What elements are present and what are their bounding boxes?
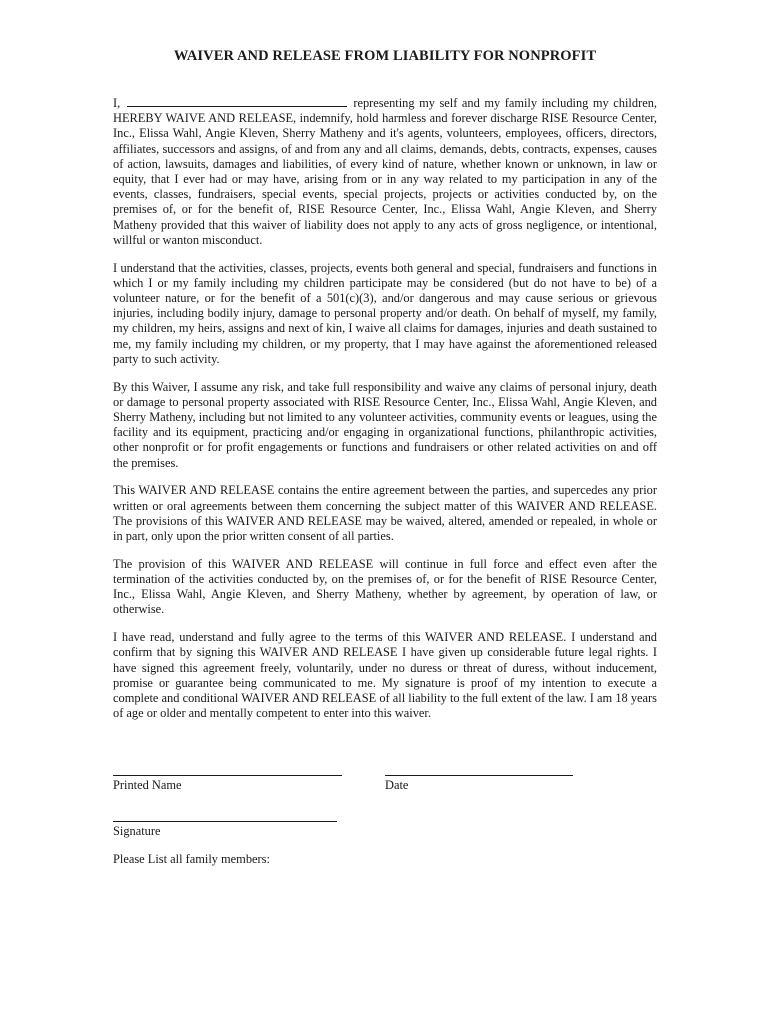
signature-line[interactable] xyxy=(113,821,337,822)
acknowledgement-paragraph: I have read, understand and fully agree to the terms of this WAIVER AND RELEASE. I understand and confirm that by signing this WAIVER AND RELEASE I have given up considerable future legal rights. I have signed this agreement freely, voluntarily, under no duress or threat of duress, without inducement, promise or guarantee being communicated to me. My signature is proof of my intention to execute a complete and conditional WAIVER AND RELEASE of all liability to the full extent of the law. I am 18 years of age or older and mentally competent to enter into this waiver. xyxy=(113,630,657,721)
document-title: WAIVER AND RELEASE FROM LIABILITY FOR NONPROFIT xyxy=(173,48,597,64)
participant-name-blank[interactable] xyxy=(127,96,347,107)
date-label: Date xyxy=(385,778,409,792)
intro-paragraph xyxy=(113,96,657,248)
assumption-paragraph: By this Waiver, I assume any risk, and take full responsibility and waive any claims of personal injury, death or damage to personal property associated with RISE Resource Center, Inc., Elissa Wahl, Angie Kleven, and Sherry Matheny, including but not limited to any volunteer activities, community events or leagues, using the facility and its equipment, practicing and/or engaging in organizational functions, philanthropic activities, other nonprofit or for profit engagements or functions and fundraisers or other related activities on and off the premises. xyxy=(113,379,657,470)
intro-prefix: I, xyxy=(113,96,121,110)
signature-label: Signature xyxy=(113,824,161,838)
waiver-body xyxy=(113,96,657,734)
printed-name-line[interactable] xyxy=(113,775,342,776)
date-line[interactable] xyxy=(385,775,573,776)
printed-name-label: Printed Name xyxy=(113,778,182,792)
survival-paragraph: The provision of this WAIVER AND RELEASE will continue in full force and effect even after the termination of the activities conducted by, on the premises of, or for the benefit of RISE Resource Center, Inc., Elissa Wahl, Angie Kleven, and Sherry Matheny, whether by agreement, by operation of law, or otherwise. xyxy=(113,556,657,617)
entire-agreement-paragraph: This WAIVER AND RELEASE contains the entire agreement between the parties, and supercedes any prior written or oral agreements between them concerning the subject matter of this WAIVER AND RELEASE. The provisions of this WAIVER AND RELEASE may be waived, altered, amended or repealed, in whole or in part, only upon the prior written consent of all parties. xyxy=(113,483,657,544)
risk-paragraph: I understand that the activities, classes, projects, events both general and special, fundraisers and functions in which I or my family including my children participate may be considered (but do not have to be) of a volunteer nature, or for the benefit of a 501(c)(3), and/or dangerous and may cause serious or grievous injuries, including bodily injury, damage to personal property and/or death. On behalf of myself, my family, my children, my heirs, assigns and next of kin, I waive all claims for damages, injuries and death sustained to me, my family including my children, or my property, that I may have against the aforementioned released party to such activity. xyxy=(113,260,657,366)
family-members-label: Please List all family members: xyxy=(113,852,270,866)
intro-text: representing my self and my family including my children, HEREBY WAIVE AND RELEASE, indemnify, hold harmless and forever discharge RISE Resource Center, Inc., Elissa Wahl, Angie Kleven, Sherry Matheny and it's agents, volunteers, employees, officers, directors, affiliates, successors and assigns, of and from any and all claims, demands, debts, contracts, expenses, causes of action, lawsuits, damages and liabilities, of every kind of nature, whether known or unknown, in law or equity, that I ever had or may have, arising from or in any way related to my participation in any of the events, classes, fundraisers, special events, special projects, projects or activities conducted by, on the premises of, or for the benefit of, RISE Resource Center, Inc., Elissa Wahl, Angie Kleven, and Sherry Matheny provided that this waiver of liability does not apply to any acts of gross negligence, or intentional, willful or wanton misconduct. xyxy=(113,96,657,247)
